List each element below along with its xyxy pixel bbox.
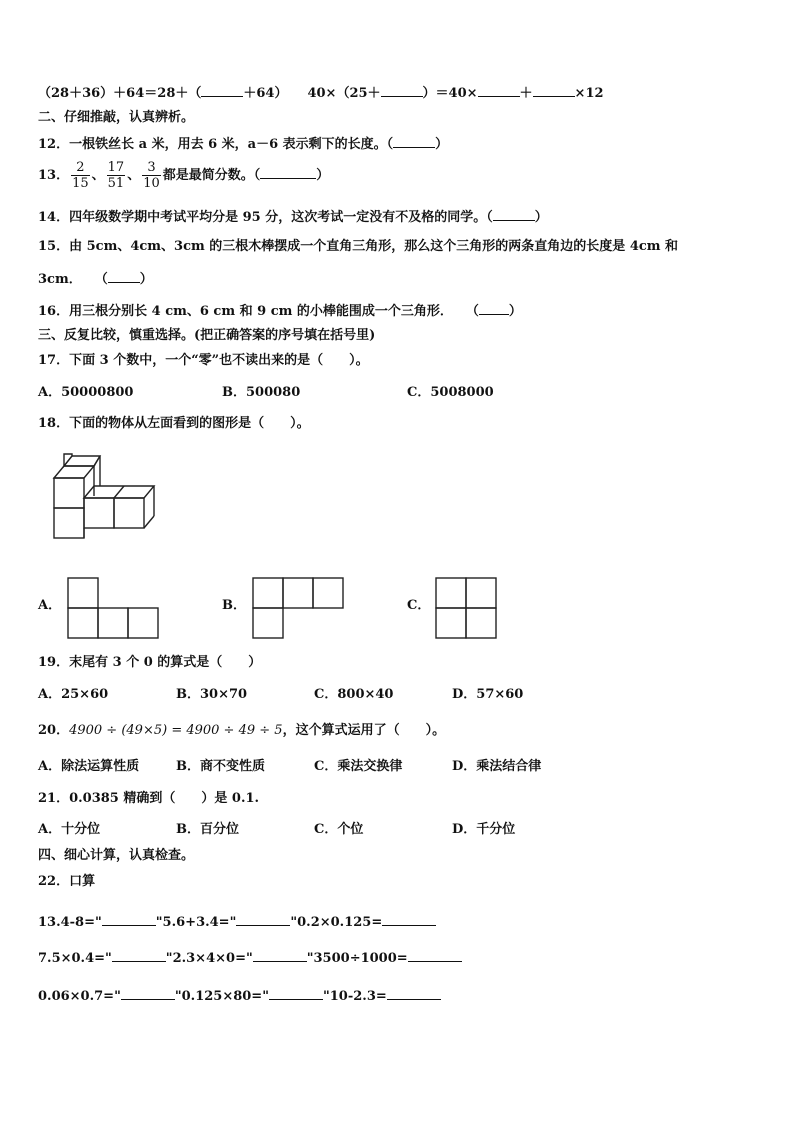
option-a[interactable]: A．除法运算性质: [38, 759, 140, 774]
answer-blank[interactable]: [112, 949, 166, 962]
question-21: 21．0.0385 精确到（ ）是 0.1.: [38, 791, 260, 806]
denominator: 10: [143, 176, 160, 191]
question-15-cont: [38, 270, 153, 288]
equation-text: ×12: [574, 86, 604, 101]
question-text: ）: [435, 137, 449, 152]
calc-row: [38, 913, 436, 931]
answer-blank[interactable]: [493, 208, 535, 221]
answer-blank[interactable]: [533, 84, 575, 97]
question-text: ）: [508, 304, 522, 319]
separator: 、: [127, 168, 141, 183]
denominator: 51: [107, 176, 125, 191]
question-text: 14．四年级数学期中考试平均分是 95 分，这次考试一定没有不及格的同学。（: [38, 210, 493, 225]
option-b-figure: [252, 577, 344, 639]
question-text: 12．一根铁丝长 a 米，用去 6 米，a－6 表示剩下的长度。（: [38, 137, 394, 152]
question-22: 22．口算: [38, 874, 96, 889]
fraction: [107, 160, 126, 191]
calc-text: 0.06×0.7=": [38, 989, 121, 1004]
option-d[interactable]: D．千分位: [452, 822, 516, 837]
question-text: ，这个算式运用了（ ）。: [282, 723, 446, 738]
option-a[interactable]: A．50000800: [38, 385, 134, 400]
answer-blank[interactable]: [269, 987, 323, 1000]
option-b[interactable]: B．: [222, 598, 246, 613]
answer-blank[interactable]: [108, 270, 140, 283]
answer-blank[interactable]: [381, 84, 423, 97]
fraction: [142, 160, 161, 191]
equation-text: 40×（25＋: [307, 86, 381, 101]
option-c[interactable]: C．: [407, 598, 431, 613]
equation-text: ）＝40×: [422, 86, 478, 101]
answer-blank[interactable]: [479, 302, 509, 315]
equation-text: ＋64）: [243, 86, 288, 101]
question-number: 20．: [38, 723, 70, 738]
option-c-figure: [435, 577, 497, 639]
option-c[interactable]: C．乘法交换律: [314, 759, 403, 774]
question-16: [38, 302, 522, 320]
question-18: 18．下面的物体从左面看到的图形是（ ）。: [38, 416, 310, 431]
calc-text: "2.3×4×0=": [165, 951, 253, 966]
answer-blank[interactable]: [478, 84, 520, 97]
option-a[interactable]: A．: [38, 598, 62, 613]
separator: 、: [91, 168, 105, 183]
option-c[interactable]: C．800×40: [314, 687, 394, 702]
option-b[interactable]: B．500080: [222, 385, 301, 400]
fraction: [71, 160, 90, 191]
question-text: 16．用三根分别长 4 cm、6 cm 和 9 cm 的小棒能围成一个三角形． （: [38, 304, 479, 319]
calc-text: "10-2.3=: [322, 989, 387, 1004]
option-c[interactable]: C．个位: [314, 822, 364, 837]
equation-text: ＋: [519, 86, 533, 101]
answer-blank[interactable]: [121, 987, 175, 1000]
calc-text: 13.4-8=": [38, 915, 102, 930]
equation-row: [38, 84, 604, 102]
answer-blank[interactable]: [236, 913, 290, 926]
answer-blank[interactable]: [408, 949, 462, 962]
calc-row: [38, 987, 441, 1005]
numerator: 2: [71, 160, 90, 176]
cube-figure: [50, 452, 165, 542]
denominator: 15: [72, 176, 89, 191]
question-15: 15．由 5cm、4cm、3cm 的三根木棒摆成一个直角三角形，那么这个三角形的两条直角边的长度是 4cm 和: [38, 239, 679, 254]
answer-blank[interactable]: [201, 84, 243, 97]
option-a-figure: [67, 577, 159, 639]
question-17: 17．下面 3 个数中，一个“零”也不读出来的是（ ）。: [38, 353, 369, 368]
numerator: 17: [107, 160, 125, 175]
question-text: 3cm． （: [38, 272, 108, 287]
numerator: 3: [142, 160, 161, 176]
question-12: [38, 135, 448, 153]
question-text: ）: [534, 210, 548, 225]
question-20: [38, 723, 445, 739]
option-b[interactable]: B．30×70: [176, 687, 248, 702]
question-19: 19．末尾有 3 个 0 的算式是（ ）: [38, 655, 262, 670]
option-a[interactable]: A．25×60: [38, 687, 109, 702]
answer-blank[interactable]: [102, 913, 156, 926]
section-heading: 四、细心计算，认真检查。: [38, 848, 195, 863]
math-expression: 4900 ÷ (49×5) = 4900 ÷ 49 ÷ 5: [69, 723, 283, 738]
section-heading: 三、反复比较，慎重选择。(把正确答案的序号填在括号里): [38, 328, 376, 343]
answer-blank[interactable]: [260, 166, 316, 179]
calc-text: 7.5×0.4=": [38, 951, 112, 966]
answer-blank[interactable]: [387, 987, 441, 1000]
option-a[interactable]: A．十分位: [38, 822, 101, 837]
question-13: [38, 158, 329, 194]
question-text: ）: [316, 168, 330, 183]
option-d[interactable]: D．乘法结合律: [452, 759, 542, 774]
answer-blank[interactable]: [382, 913, 436, 926]
option-b[interactable]: B．商不变性质: [176, 759, 265, 774]
calc-text: "0.2×0.125=: [290, 915, 383, 930]
option-c[interactable]: C．5008000: [407, 385, 494, 400]
option-d[interactable]: D．57×60: [452, 687, 524, 702]
equation-text: （28＋36）＋64＝28＋（: [38, 86, 202, 101]
answer-blank[interactable]: [393, 135, 435, 148]
calc-text: "3500÷1000=: [306, 951, 408, 966]
calc-row: [38, 949, 462, 967]
calc-text: "5.6+3.4=": [155, 915, 237, 930]
calc-text: "0.125×80=": [174, 989, 269, 1004]
question-text: 都是最简分数。（: [162, 168, 261, 183]
question-text: ）: [139, 272, 153, 287]
question-number: 13．: [38, 168, 70, 183]
option-b[interactable]: B．百分位: [176, 822, 239, 837]
answer-blank[interactable]: [253, 949, 307, 962]
question-14: [38, 208, 548, 226]
section-heading: 二、仔细推敲，认真辨析。: [38, 110, 195, 125]
